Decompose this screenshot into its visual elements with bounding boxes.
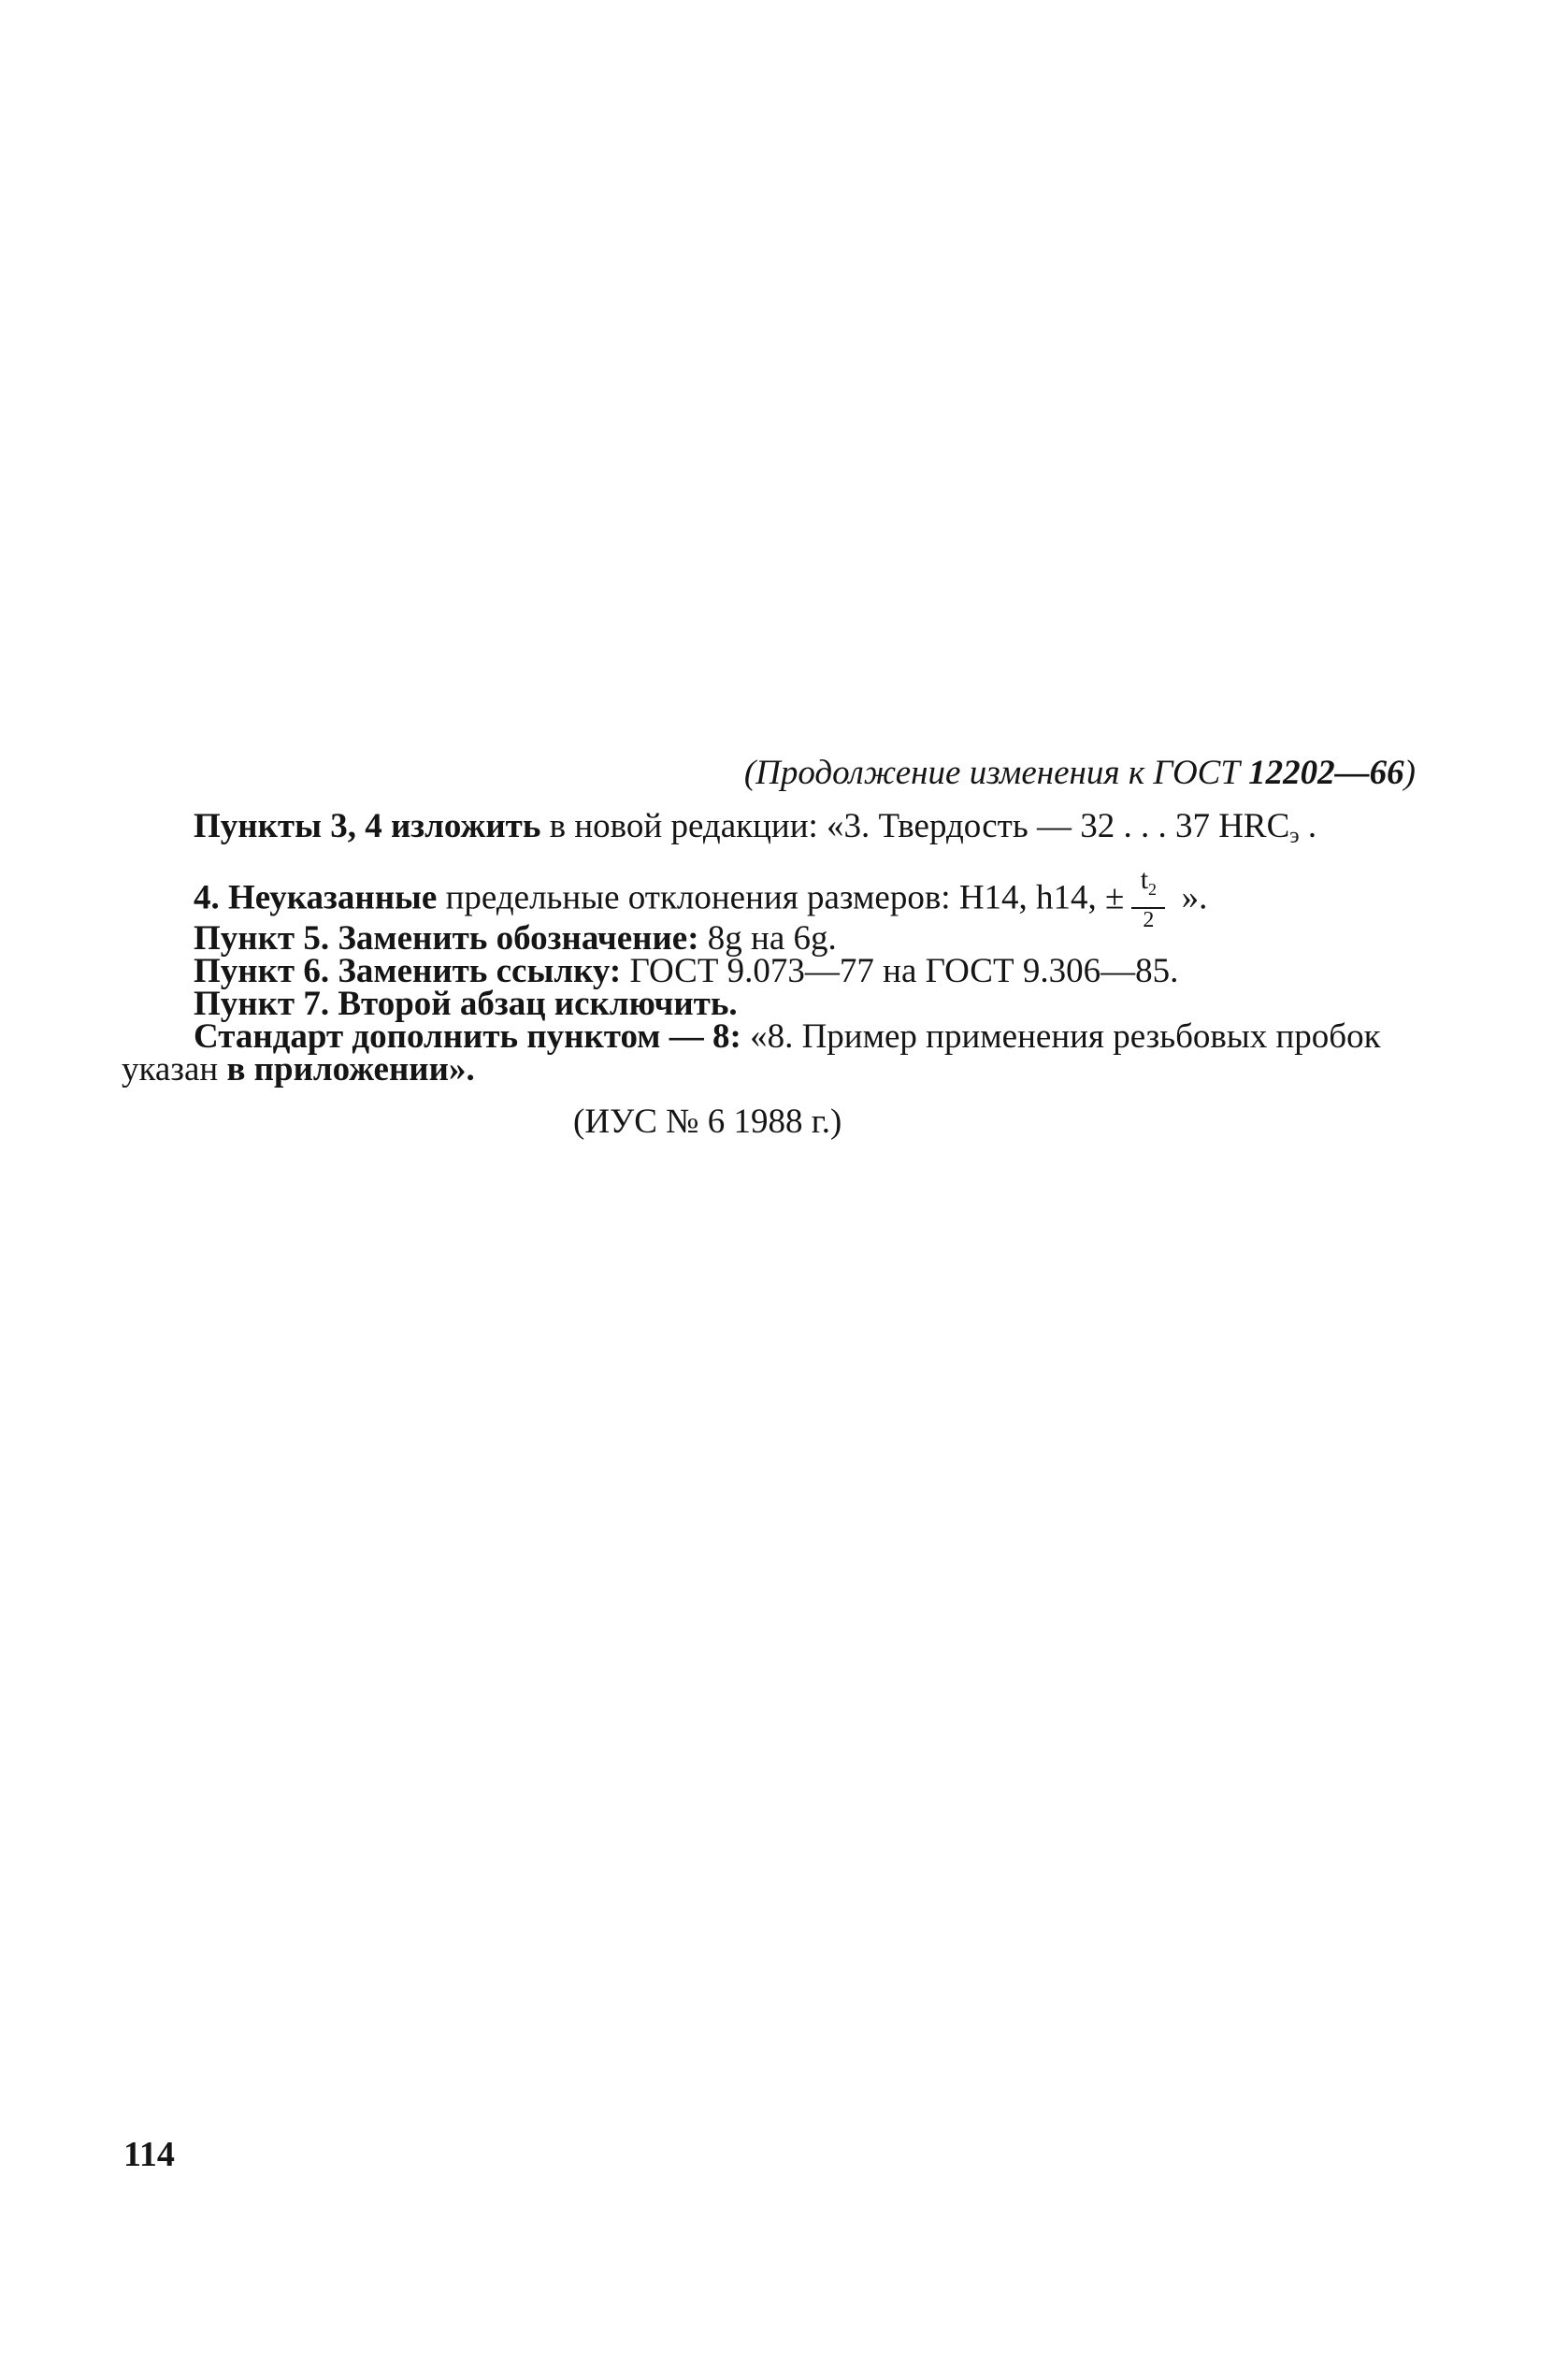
paragraph-item-8-text: «8. Пример применения резьбовых пробок [741,1017,1381,1056]
heading-prefix: (Продолжение изменения к ГОСТ [743,754,1249,792]
fraction-numerator [1129,866,1167,903]
fraction-numerator-letter: t [1140,864,1149,895]
paragraph-item-4-lead: 4. Неуказанные [194,878,438,917]
paragraph-items-3-4-end: . [1299,807,1317,845]
paragraph-items-3-4 [194,806,1316,851]
paragraph-items-3-4-lead: Пункты 3, 4 изложить [194,807,541,845]
fraction-numerator-subscript: 2 [1148,880,1158,899]
paragraph-item-5-text: 8g на 6g. [698,919,837,958]
heading-standard-number: 12202—66 [1248,754,1404,792]
paragraph-item-6-text: ГОСТ 9.073—77 на ГОСТ 9.306—85. [621,952,1179,990]
hardness-subscript: э [1289,824,1300,848]
heading-suffix: ) [1403,754,1416,792]
paragraph-item-7-text: Пункт 7. Второй абзац исключить. [194,985,738,1023]
continuation-heading [744,753,1416,794]
paragraph-item-5-lead: Пункт 5. Заменить обозначение: [194,919,699,958]
paragraph-item-8-lead: Стандарт дополнить пунктом — 8: [194,1017,741,1056]
paragraph-item-4-end: ». [1172,878,1208,917]
paragraph-item-8-continued-text: указан [122,1050,227,1088]
paragraph-item-4-text: предельные отклонения размеров: Н14, h14, ± [437,878,1125,917]
paragraph-item-8-continued [122,1049,475,1090]
page-number: 114 [123,2135,175,2174]
paragraph-item-6-lead: Пункт 6. Заменить ссылку: [194,952,622,990]
paragraph-item-8-continued-bold: в приложении». [226,1050,475,1088]
ius-reference: (ИУС № 6 1988 г.) [573,1103,842,1141]
tolerance-fraction [1129,864,1167,932]
paragraph-items-3-4-text: в новой редакции: «3. Твердость — 32 . . . 37 HRC [540,807,1290,845]
fraction-denominator: 2 [1143,908,1155,932]
